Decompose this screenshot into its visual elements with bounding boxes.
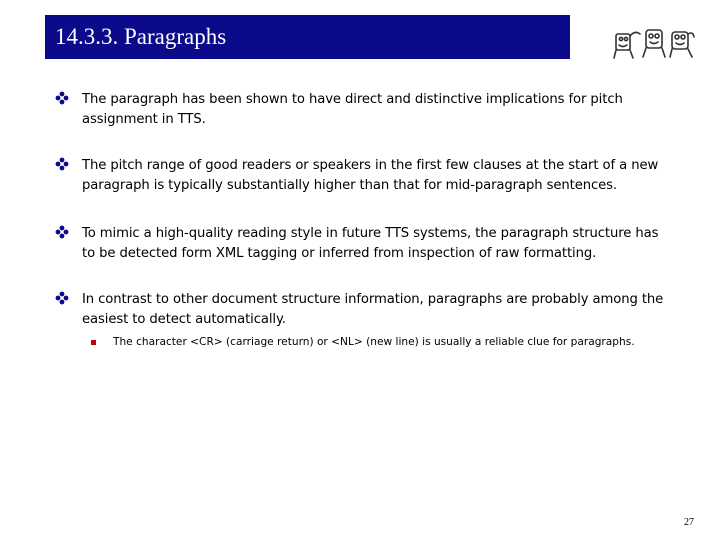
list-item (55, 156, 675, 196)
list-item (55, 290, 675, 330)
list-item (55, 224, 675, 264)
diamond-bullet-icon (55, 157, 69, 171)
list-item (55, 90, 675, 130)
bullet-text: In contrast to other document structure information, paragraphs are probably among the easiest to detect automatically. (82, 292, 664, 327)
title-bar (45, 15, 570, 59)
square-bullet-icon (91, 340, 96, 345)
bullet-text: To mimic a high-quality reading style in future TTS systems, the paragraph structure has to be detected form XML tagging or inferred from inspection of raw formatting. (82, 226, 659, 261)
diamond-bullet-icon (55, 225, 69, 239)
slide-title: 14.3.3. Paragraphs (55, 24, 227, 49)
diamond-bullet-icon (55, 91, 69, 105)
people-logo-icon (612, 22, 696, 62)
diamond-bullet-icon (55, 291, 69, 305)
sub-bullet-text: The character <CR> (carriage return) or <NL> (new line) is usually a reliable clue for paragraphs. (113, 336, 635, 348)
page-number: 27 (684, 517, 694, 528)
bullet-text: The pitch range of good readers or speakers in the first few clauses at the start of a new paragraph is typically substantially higher than that for mid-paragraph sentences. (82, 158, 659, 193)
sub-list-item (91, 335, 681, 349)
bullet-text: The paragraph has been shown to have direct and distinctive implications for pitch assignment in TTS. (82, 92, 623, 127)
